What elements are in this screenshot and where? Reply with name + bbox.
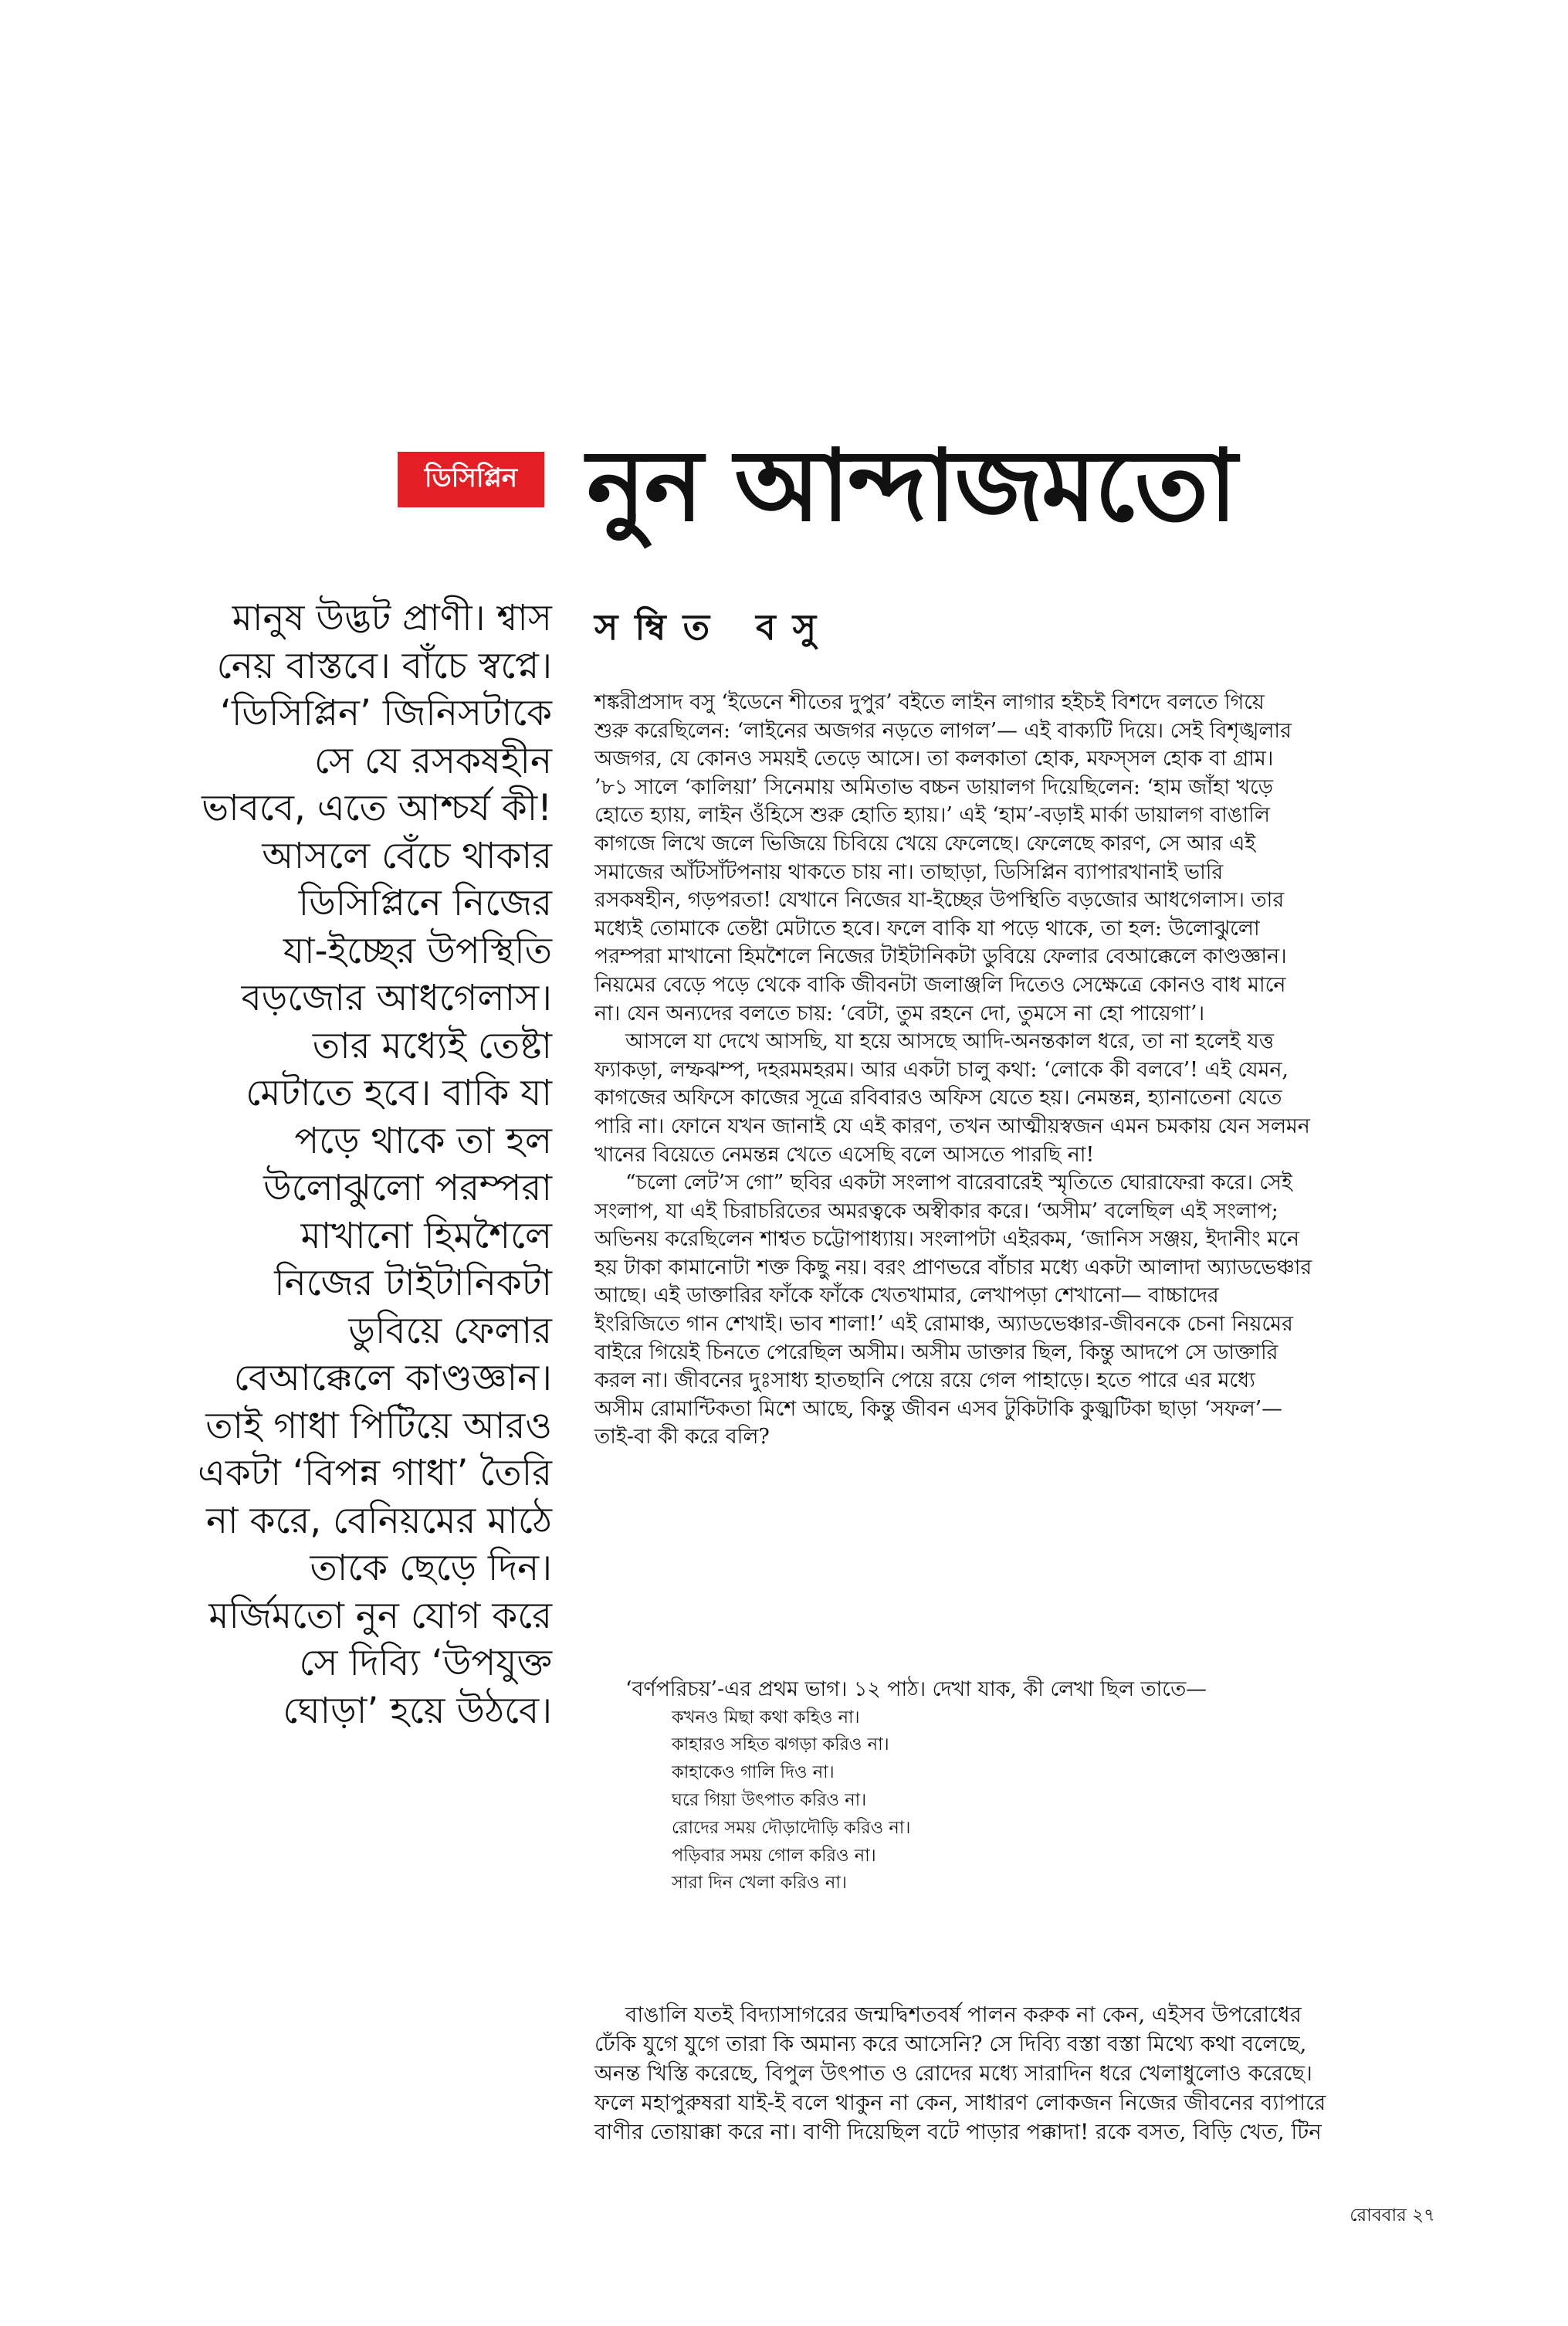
body-line: হয় টাকা কামানোটা শক্ত কিছু নয়। বরং প্রাণভরে বাঁচার মধ্যে একটা আলাদা অ্যাডভেঞ্চার — [594, 1255, 1312, 1280]
rule-line: কখনও মিছা কথা কহিও না। — [672, 1707, 860, 1728]
body-line: অজগর, যে কোনও সময়ই তেড়ে আসে। তা কলকাতা হোক, মফস্সল হোক বা গ্রাম। — [594, 747, 1274, 771]
pull-quote-line: পড়ে থাকে তা হল — [294, 1119, 552, 1162]
barnaparichay-rules — [594, 1676, 1366, 1897]
body-line: বাইরে গিয়েই চিনতে পেরেছিল অসীম। অসীম ডাক্তার ছিল, কিন্তু আদপে সে ডাক্তারি — [594, 1340, 1278, 1365]
pull-quote-line: বেআক্কেলে কাণ্ডজ্ঞান। — [233, 1357, 552, 1399]
pull-quote-line: সে দিব্যি ‘উপযুক্ত — [299, 1642, 552, 1684]
body-line: “চলো লেট’স গো” ছবির একটা সংলাপ বারেবারেই স্মৃতিতে ঘোরাফেরা করে। সেই — [625, 1171, 1292, 1195]
pull-quote-line: যা-ইচ্ছের উপস্থিতি — [283, 929, 552, 972]
body-line: আছে। এই ডাক্তারির ফাঁকে ফাঁকে খেতখামার, লেখাপড়া শেখানো— বাচ্চাদের — [594, 1283, 1219, 1308]
pull-quote-line: ভাববে, এতে আশ্চর্য কী! — [202, 787, 552, 829]
byline: সম্বিত বসু — [594, 606, 834, 648]
headline: নুন আন্দাজমতো — [587, 429, 1236, 544]
pull-quote-line: মানুষ উদ্ভট প্রাণী। শ্বাস — [232, 597, 552, 639]
body-line: কাগজের অফিসে কাজের সূত্রে রবিবারও অফিস যেতে হয়। নেমন্তন্ন, হ্যানাতেনা যেতে — [594, 1086, 1282, 1110]
body-line: ইংরিজিতে গান শেখাই। ভাব শালা!’ এই রোমাঞ্চ, অ্যাডভেঞ্চার-জীবনকে চেনা নিয়মের — [594, 1312, 1293, 1337]
body-line: খানের বিয়েতে নেমন্তন্ন খেতে এসেছি বলে আসতে পারছি না! — [594, 1142, 1095, 1167]
closing-line: অনন্ত খিস্তি করেছে, বিপুল উৎপাত ও রোদের মধ্যে সারাদিন ধরে খেলাধুলোও করেছে। — [594, 2060, 1312, 2086]
pull-quote-line: মাখানো হিমশৈলে — [300, 1214, 552, 1257]
rule-line: কাহারও সহিত ঝগড়া করিও না। — [672, 1734, 889, 1755]
pull-quote-line: ‘ডিসিপ্লিন’ জিনিসটাকে — [220, 692, 552, 734]
pull-quote-line: না করে, বেনিয়মের মাঠে — [205, 1499, 552, 1542]
body-line: তাই-বা কী করে বলি? — [594, 1425, 770, 1450]
body-line: হোতে হ্যায়, লাইন ওঁহিসে শুরু হোতি হ্যায়।’ এই ‘হাম’-বড়াই মার্কা ডায়ালগ বাঙালি — [594, 803, 1270, 828]
pull-quote-line: উলোঝুলো পরম্পরা — [263, 1167, 552, 1209]
body-line: পারি না। ফোনে যখন জানাই যে এই কারণ, তখন আত্মীয়স্বজন এমন চমকায় যেন সলমন — [594, 1114, 1310, 1138]
pull-quote-line: সে যে রসকষহীন — [313, 739, 552, 782]
closing-line: ফলে মহাপুরুষরা যাই-ই বলে থাকুন না কেন, সাধারণ লোকজন নিজের জীবনের ব্যাপারে — [594, 2090, 1326, 2115]
pull-quote-line: ডুবিয়ে ফেলার — [348, 1309, 552, 1352]
closing-line: বাণীর তোয়াক্কা করে না। বাণী দিয়েছিল বটে পাড়ার পক্কাদা! রকে বসত, বিড়ি খেত, টিন — [594, 2119, 1322, 2145]
body-line: শুরু করেছিলেন: ‘লাইনের অজগর নড়তে লাগল’— এই বাক্যটি দিয়ে। সেই বিশৃঙ্খলার — [594, 718, 1292, 743]
pull-quote-line: মেটাতে হবে। বাকি যা — [246, 1072, 552, 1114]
rules-intro: ‘বর্ণপরিচয়’-এর প্রথম ভাগ। ১২ পাঠ। দেখা যাক, কী লেখা ছিল তাতে— — [625, 1677, 1207, 1701]
body-line: অভিনয় করেছিলেন শাশ্বত চট্টোপাধ্যায়। সংলাপটা এইরকম, ‘জানিস সঞ্জয়, ইদানীং মনে — [594, 1227, 1299, 1252]
article-body — [594, 689, 1428, 1452]
body-line: সমাজের আঁটসাঁটপনায় থাকতে চায় না। তাছাড়া, ডিসিপ্লিন ব্যাপারখানাই ভারি — [594, 860, 1224, 884]
rule-line: কাহাকেও গালি দিও না। — [672, 1762, 835, 1783]
section-badge: ডিসিপ্লিন — [398, 452, 544, 507]
body-line: আসলে যা দেখে আসছি, যা হয়ে আসছে আদি-অনন্তকাল ধরে, তা না হলেই যত্ত — [625, 1029, 1274, 1054]
body-line: শঙ্করীপ্রসাদ বসু ‘ইডেনে শীতের দুপুর’ বইতে লাইন লাগার হইচই বিশদে বলতে গিয়ে — [594, 690, 1265, 714]
body-line: পরম্পরা মাখানো হিমশৈলে নিজের টাইটানিকটা ডুবিয়ে ফেলার বেআক্কেলে কাণ্ডজ্ঞান। — [594, 944, 1287, 969]
pull-quote-line: ডিসিপ্লিনে নিজের — [298, 882, 552, 924]
closing-line: ঢেঁকি যুগে যুগে তারা কি অমান্য করে আসেনি? সে দিব্যি বস্তা বস্তা মিথ্যে কথা বলেছে, — [594, 2031, 1307, 2056]
body-line: না। যেন অন্যদের বলতে চায়: ‘বেটা, তুম রহনে দো, তুমসে না হো পায়েগা’। — [594, 1001, 1205, 1026]
pull-quote-line: বড়জোর আধগেলাস। — [241, 977, 552, 1019]
closing-paragraph — [594, 2000, 1428, 2147]
body-line: রসকষহীন, গড়পরতা! যেখানে নিজের যা-ইচ্ছের উপস্থিতি বড়জোর আধগেলাস। তার — [594, 888, 1285, 913]
pull-quote — [139, 595, 552, 1734]
pull-quote-line: তাই গাধা পিটিয়ে আরও — [205, 1404, 552, 1447]
pull-quote-line: একটা ‘বিপন্ন গাধা’ তৈরি — [198, 1452, 552, 1494]
body-line: নিয়মের বেড়ে পড়ে থেকে বাকি জীবনটা জলাঞ্জলি দিতেও সেক্ষেত্রে কোনও বাধ মানে — [594, 972, 1286, 997]
body-line: করল না। জীবনের দুঃসাধ্য হাতছানি পেয়ে রয়ে গেল পাহাড়ে। হতে পারে এর মধ্যে — [594, 1368, 1255, 1393]
closing-line: বাঙালি যতই বিদ্যাসাগরের জন্মদ্বিশতবর্ষ পালন করুক না কেন, এইসব উপরোধের — [625, 2002, 1302, 2027]
body-line: ফ্যাকড়া, লম্ফঝম্প, দহরমমহরম। আর একটা চালু কথা: ‘লোকে কী বলবে’! এই যেমন, — [594, 1057, 1289, 1082]
body-line: মধ্যেই তোমাকে তেষ্টা মেটাতে হবে। ফলে বাকি যা পড়ে থাকে, তা হল: উলোঝুলো — [594, 916, 1260, 941]
body-line: ’৮১ সালে ‘কালিয়া’ সিনেমায় অমিতাভ বচ্চন ডায়ালগ দিয়েছিলেন: ‘হাম জাঁহা খড়ে — [594, 775, 1273, 799]
body-line: কাগজে লিখে জলে ভিজিয়ে চিবিয়ে খেয়ে ফেলেছে। ফেলেছে কারণ, সে আর এই — [594, 831, 1256, 856]
rule-line: সারা দিন খেলা করিও না। — [672, 1873, 847, 1894]
pull-quote-line: নিজের টাইটানিকটা — [274, 1262, 552, 1304]
pull-quote-line: তার মধ্যেই তেষ্টা — [312, 1024, 552, 1067]
pull-quote-line: মর্জিমতো নুন যোগ করে — [208, 1594, 552, 1637]
pull-quote-line: ঘোড়া’ হয়ে উঠবে। — [283, 1689, 552, 1732]
pull-quote-line: তাকে ছেড়ে দিন। — [310, 1547, 552, 1589]
body-line: সংলাপ, যা এই চিরাচরিতের অমরত্বকে অস্বীকার করে। ‘অসীম’ বলেছিল এই সংলাপ; — [594, 1199, 1278, 1223]
page-folio: রোববার ২৭ — [1350, 2206, 1435, 2226]
pull-quote-line: নেয় বাস্তবে। বাঁচে স্বপ্নে। — [216, 644, 552, 687]
rule-line: রোদের সময় দৌড়াদৌড়ি করিও না। — [672, 1817, 911, 1838]
pull-quote-line: আসলে বেঁচে থাকার — [262, 834, 552, 877]
rule-line: ঘরে গিয়া উৎপাত করিও না। — [672, 1789, 867, 1810]
body-line: অসীম রোমান্টিকতা মিশে আছে, কিন্তু জীবন এসব টুকিটাকি কুজ্ঝটিকা ছাড়া ‘সফল’— — [594, 1396, 1282, 1421]
rule-line: পড়িবার সময় গোল করিও না। — [672, 1845, 876, 1866]
